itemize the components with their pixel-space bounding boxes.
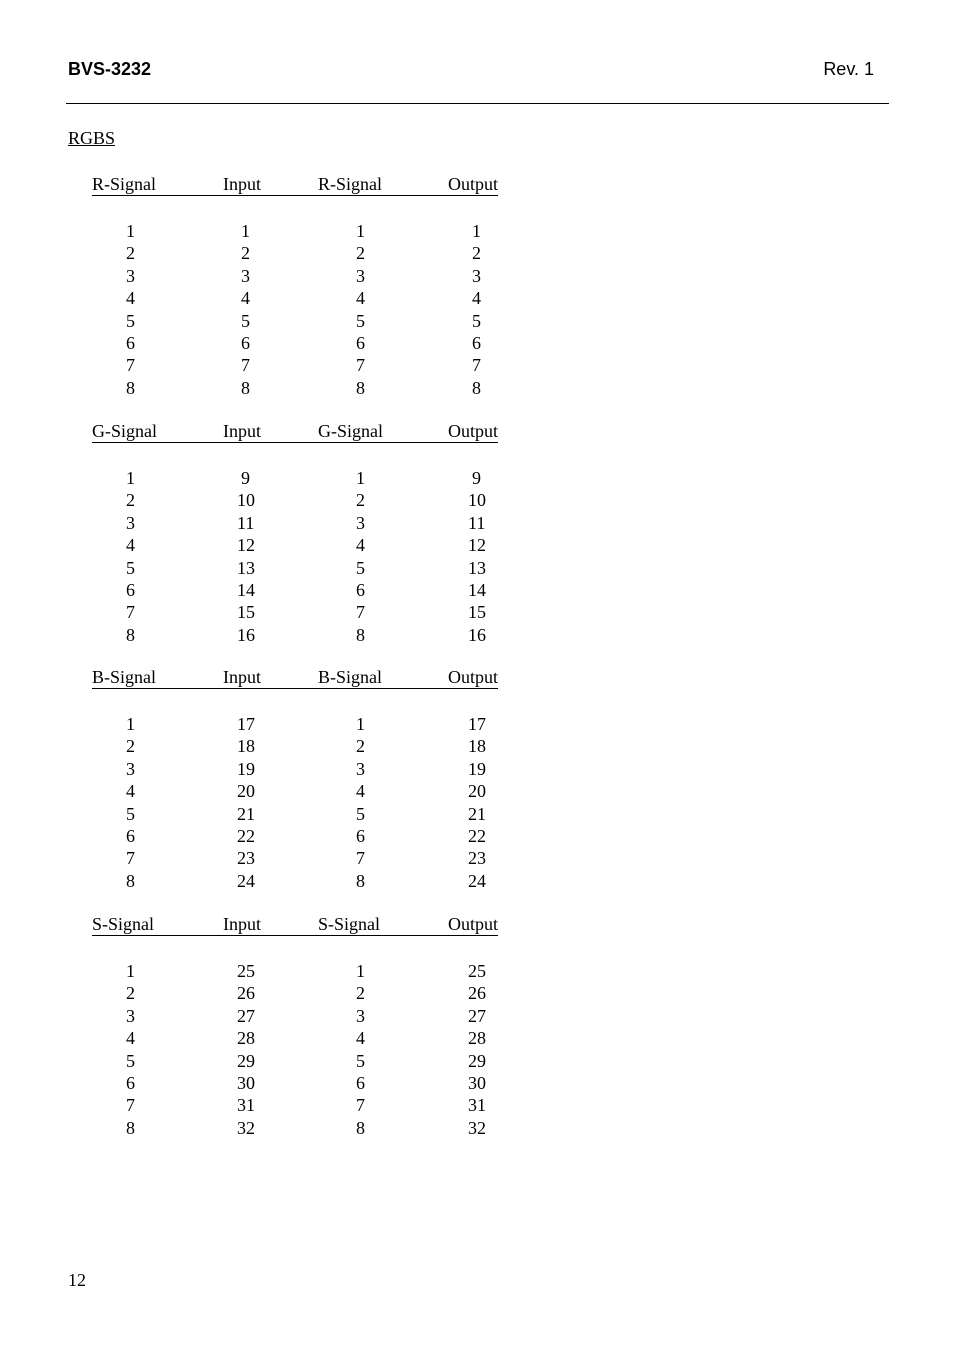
table-cell: 5 [356,803,365,824]
table-cell: 6 [126,332,135,353]
table-cell: 16 [468,624,486,645]
table-cell: 10 [237,490,255,511]
table-cell: 1 [126,961,135,981]
table-cell: 4 [126,1028,135,1049]
column-header: B-Signal [92,667,157,687]
table-header [92,173,498,196]
table-cell: 11 [237,512,255,533]
column-header: G-Signal [318,421,383,441]
table-cell: 5 [126,1050,135,1071]
table-cell: 5 [356,557,365,578]
table-cell: 2 [356,736,365,757]
table-body [92,960,498,1139]
table-cell: 4 [356,1028,365,1049]
table-cell: 22 [468,825,486,846]
column-header: Input [223,174,261,194]
table-body [92,220,498,399]
table-cell: 13 [468,557,486,578]
table-cell: 4 [356,535,365,556]
table-cell: 8 [126,1117,135,1138]
table-cell: 4 [241,288,250,309]
table-cell: 32 [237,1117,255,1138]
table-cell: 12 [237,535,255,556]
table-cell: 7 [472,355,481,376]
table-row [92,310,498,332]
signal-table [92,173,498,399]
table-header [92,420,498,443]
table-row [92,1005,498,1027]
table-body [92,713,498,892]
table-cell: 2 [241,243,250,264]
table-cell: 3 [356,512,365,533]
table-cell: 2 [356,983,365,1004]
table-cell: 8 [356,870,365,891]
table-row [92,735,498,757]
table-cell: 28 [237,1028,255,1049]
table-row [92,1027,498,1049]
table-cell: 3 [126,512,135,533]
table-cell: 8 [126,624,135,645]
column-header: S-Signal [318,914,381,934]
revision-label: Rev. 1 [823,59,874,79]
table-cell: 16 [237,624,255,645]
table-cell: 6 [356,825,365,846]
table-row [92,332,498,354]
table-cell: 18 [237,736,255,757]
section-title: RGBS [68,128,116,148]
column-header: Output [447,914,498,934]
table-row [92,557,498,579]
table-cell: 3 [356,758,365,779]
table-cell: 3 [126,758,135,779]
table-row [92,982,498,1004]
table-cell: 27 [468,1005,486,1026]
column-header: Output [447,174,498,194]
table-cell: 8 [356,1117,365,1138]
table-row [92,1072,498,1094]
column-header: Input [223,914,261,934]
table-row [92,377,498,399]
table-cell: 20 [237,781,255,802]
table-cell: 2 [126,490,135,511]
table-cell: 22 [237,825,255,846]
table-row [92,467,498,489]
table-cell: 5 [472,310,481,331]
table-cell: 7 [356,355,365,376]
table-cell: 21 [468,803,486,824]
table-cell: 5 [126,310,135,331]
table-cell: 14 [237,579,255,600]
table-row [92,489,498,511]
table-cell: 7 [356,1095,365,1116]
table-cell: 6 [472,332,481,353]
table-cell: 31 [468,1095,486,1116]
table-cell: 7 [241,355,250,376]
table-cell: 2 [126,736,135,757]
column-header: Input [223,667,261,687]
table-cell: 29 [468,1050,486,1071]
table-row [92,287,498,309]
table-cell: 1 [356,221,365,241]
signal-table [92,666,498,892]
signal-table [92,420,498,646]
table-cell: 24 [468,870,486,891]
table-cell: 17 [468,714,486,734]
table-cell: 1 [472,221,481,241]
table-cell: 6 [126,1072,135,1093]
table-cell: 5 [241,310,250,331]
table-header [92,913,498,936]
table-cell: 1 [126,468,135,488]
table-cell: 18 [468,736,486,757]
table-cell: 6 [356,332,365,353]
table-cell: 1 [126,221,135,241]
table-cell: 1 [241,221,250,241]
table-cell: 2 [472,243,481,264]
table-cell: 7 [126,848,135,869]
table-cell: 4 [126,288,135,309]
table-cell: 3 [126,265,135,286]
table-cell: 21 [237,803,255,824]
table-cell: 7 [126,1095,135,1116]
table-cell: 4 [356,288,365,309]
table-cell: 23 [468,848,486,869]
table-cell: 31 [237,1095,255,1116]
table-cell: 5 [356,1050,365,1071]
table-cell: 3 [356,1005,365,1026]
table-cell: 1 [356,961,365,981]
table-cell: 6 [126,825,135,846]
table-cell: 13 [237,557,255,578]
table-cell: 26 [468,983,486,1004]
column-header: S-Signal [92,914,155,934]
table-cell: 1 [356,468,365,488]
table-row [92,1117,498,1139]
table-row [92,847,498,869]
table-cell: 2 [356,490,365,511]
table-cell: 5 [126,803,135,824]
table-cell: 3 [356,265,365,286]
table-cell: 19 [468,758,486,779]
table-cell: 26 [237,983,255,1004]
table-row [92,825,498,847]
table-cell: 7 [126,355,135,376]
table-row [92,579,498,601]
table-cell: 4 [472,288,481,309]
table-row [92,780,498,802]
table-cell: 5 [126,557,135,578]
table-cell: 6 [241,332,250,353]
table-cell: 24 [237,870,255,891]
table-cell: 10 [468,490,486,511]
table-cell: 30 [468,1072,486,1093]
table-cell: 23 [237,848,255,869]
table-cell: 8 [241,377,250,398]
table-cell: 6 [356,579,365,600]
table-cell: 20 [468,781,486,802]
table-cell: 8 [356,624,365,645]
column-header: B-Signal [318,667,383,687]
column-header: R-Signal [318,174,383,194]
column-header: Output [447,421,498,441]
table-cell: 8 [126,377,135,398]
signal-table [92,913,498,1139]
table-row [92,758,498,780]
table-cell: 30 [237,1072,255,1093]
table-cell: 14 [468,579,486,600]
table-cell: 25 [468,961,486,981]
table-cell: 1 [356,714,365,734]
table-row [92,265,498,287]
table-row [92,512,498,534]
table-cell: 7 [356,848,365,869]
table-cell: 9 [241,468,250,488]
table-cell: 4 [356,781,365,802]
table-row [92,624,498,646]
table-cell: 28 [468,1028,486,1049]
column-header: R-Signal [92,174,157,194]
table-row [92,1094,498,1116]
table-row [92,242,498,264]
table-cell: 6 [126,579,135,600]
table-cell: 3 [126,1005,135,1026]
table-cell: 19 [237,758,255,779]
table-cell: 32 [468,1117,486,1138]
column-header: G-Signal [92,421,157,441]
table-row [92,870,498,892]
table-cell: 6 [356,1072,365,1093]
table-cell: 1 [126,714,135,734]
table-row [92,534,498,556]
table-cell: 5 [356,310,365,331]
table-cell: 3 [472,265,481,286]
table-cell: 17 [237,714,255,734]
table-header [92,666,498,689]
table-cell: 7 [356,602,365,623]
table-cell: 15 [468,602,486,623]
table-cell: 4 [126,535,135,556]
table-cell: 8 [472,377,481,398]
table-cell: 29 [237,1050,255,1071]
table-cell: 8 [356,377,365,398]
table-cell: 7 [126,602,135,623]
header-divider [66,103,889,104]
table-cell: 3 [241,265,250,286]
table-row [92,713,498,735]
page-number: 12 [68,1270,86,1290]
column-header: Input [223,421,261,441]
table-row [92,803,498,825]
table-cell: 11 [468,512,486,533]
table-row [92,1050,498,1072]
table-row [92,220,498,242]
table-cell: 15 [237,602,255,623]
table-cell: 8 [126,870,135,891]
table-row [92,601,498,623]
table-row [92,354,498,376]
table-cell: 9 [472,468,481,488]
table-cell: 4 [126,781,135,802]
table-cell: 2 [126,243,135,264]
column-header: Output [447,667,498,687]
table-cell: 2 [356,243,365,264]
table-cell: 25 [237,961,255,981]
table-cell: 27 [237,1005,255,1026]
table-cell: 2 [126,983,135,1004]
table-body [92,467,498,646]
document-id: BVS-3232 [68,59,152,79]
table-row [92,960,498,982]
table-cell: 12 [468,535,486,556]
